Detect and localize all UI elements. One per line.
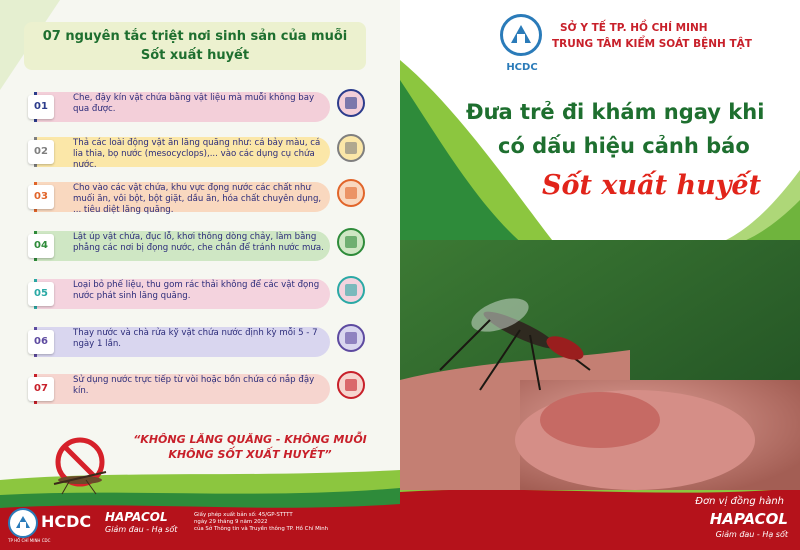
hcdc-logo-icon-right bbox=[500, 14, 542, 56]
headline-line1: Đưa trẻ đi khám ngay khi bbox=[466, 100, 765, 124]
principle-text: Thay nước và chà rửa kỹ vật chứa nước định kỳ mỗi 5 - 7 ngày 1 lần. bbox=[73, 328, 318, 349]
partner-label: Đơn vị đồng hành bbox=[695, 496, 784, 507]
broom-dustpan-icon bbox=[334, 273, 368, 307]
no-mosquito-icon bbox=[40, 432, 120, 498]
hapacol-logo-left: HAPACOL bbox=[105, 510, 168, 524]
principle-number: 05 bbox=[28, 282, 54, 306]
license-line-3: của Sở Thông tin và Truyền thông TP. Hồ Chí Minh bbox=[194, 526, 329, 532]
hcdc-logo-subtext: TP HỒ CHÍ MINH CDC bbox=[8, 538, 51, 543]
license-line-2: ngày 29 tháng 9 năm 2022 bbox=[194, 519, 268, 525]
slogan-line2: KHÔNG SỐT XUẤT HUYẾT” bbox=[168, 448, 332, 461]
headline-line3: Sốt xuất huyết bbox=[542, 170, 762, 201]
page-title-box bbox=[24, 22, 366, 70]
principle-row bbox=[28, 92, 328, 122]
page-title-line2: Sốt xuất huyết bbox=[140, 48, 250, 63]
bucket-brush-icon bbox=[334, 321, 368, 355]
water-tap-icon bbox=[334, 368, 368, 402]
principle-row bbox=[28, 279, 328, 309]
license-info bbox=[194, 512, 334, 533]
hcdc-logo-text: HCDC bbox=[41, 512, 92, 531]
chemical-bottles-icon bbox=[334, 176, 368, 210]
principle-number: 07 bbox=[28, 377, 54, 401]
hapacol-tagline-left: Giảm đau - Hạ sốt bbox=[105, 525, 178, 534]
hcdc-logo-text-right: HCDC bbox=[506, 62, 538, 73]
license-line-1: Giấy phép xuất bản số: 45/GP-STTTT bbox=[194, 512, 293, 518]
fish-bowl-icon bbox=[334, 131, 368, 165]
principle-row bbox=[28, 374, 328, 404]
hapacol-tagline-right: Giảm đau - Hạ sốt bbox=[715, 530, 788, 539]
principle-text: Sử dụng nước trực tiếp từ vòi hoặc bồn chứa có nắp đậy kín. bbox=[73, 375, 315, 396]
principle-number: 03 bbox=[28, 185, 54, 209]
child-cleaning-icon bbox=[334, 225, 368, 259]
right-panel bbox=[400, 0, 800, 550]
headline-line2: có dấu hiệu cảnh báo bbox=[498, 134, 750, 158]
principle-number: 02 bbox=[28, 140, 54, 164]
principle-number: 06 bbox=[28, 330, 54, 354]
principle-row bbox=[28, 137, 328, 170]
principle-text: Thả các loài động vật ăn lăng quăng như: cá bảy màu, cá lia thia, bọ nước (mesocyclops),... vào các dụng cụ chứa nước. bbox=[73, 138, 321, 170]
water-jar-icon bbox=[334, 86, 368, 120]
slogan-line1: “KHÔNG LĂNG QUĂNG - KHÔNG MUỖI bbox=[133, 433, 367, 446]
principle-number: 01 bbox=[28, 95, 54, 119]
page-title-line1: 07 nguyên tắc triệt nơi sinh sản của muỗi bbox=[42, 29, 348, 44]
principle-text: Che, đậy kín vật chứa bằng vật liệu mà muỗi không bay qua được. bbox=[73, 93, 315, 114]
slogan bbox=[130, 432, 370, 462]
principle-number: 04 bbox=[28, 234, 54, 258]
org-name-line1: SỞ Y TẾ TP. HỒ CHÍ MINH bbox=[560, 22, 708, 34]
principle-text: Cho vào các vật chứa, khu vực đọng nước các chất như muối ăn, vôi bột, bột giặt, dầu ăn, hóa chất chuyên dụng, ... tiêu diệt lăng quăng. bbox=[73, 183, 322, 215]
org-name-line2: TRUNG TÂM KIỂM SOÁT BỆNH TẬT bbox=[552, 38, 752, 50]
principle-row bbox=[28, 231, 328, 261]
hcdc-logo-icon bbox=[8, 508, 38, 538]
hapacol-logo-right: HAPACOL bbox=[709, 510, 788, 528]
principle-row bbox=[28, 182, 328, 215]
mosquito-child-photo bbox=[400, 240, 800, 490]
principle-text: Loại bỏ phế liệu, thu gom rác thải không để các vật đọng nước phát sinh lăng quăng. bbox=[73, 280, 320, 301]
principle-row bbox=[28, 327, 328, 357]
principle-text: Lật úp vật chứa, đục lỗ, khơi thông dòng chảy, làm bằng phẳng các nơi bị đọng nước, che chắn để tránh nước mưa. bbox=[73, 232, 324, 253]
